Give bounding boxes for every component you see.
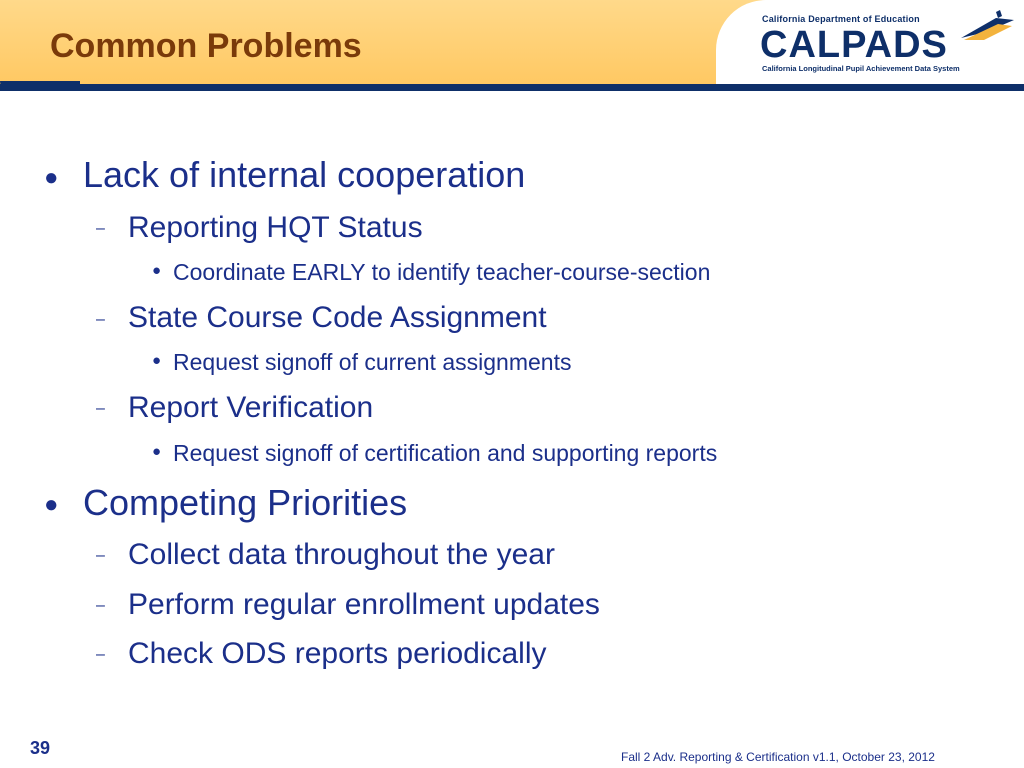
logo-name: CALPADS	[760, 24, 948, 66]
logo-tagline: California Longitudinal Pupil Achievement Data System	[762, 64, 960, 73]
bullet-marker: ●	[152, 352, 162, 369]
bullet-marker: ●	[152, 262, 162, 279]
bullet-lack-of-internal-cooperation: Lack of internal cooperation	[83, 154, 526, 195]
sub-bullet-state-course-code-assignment: State Course Code Assignment	[128, 301, 547, 334]
page-number: 39	[30, 738, 51, 758]
bullet-marker: ●	[44, 491, 59, 518]
bullet-marker: ●	[44, 164, 59, 191]
sub-bullet-reporting-hqt-status: Reporting HQT Status	[128, 211, 423, 244]
dash-marker: –	[96, 220, 105, 237]
sub-sub-bullet-coordinate-early: Coordinate EARLY to identify teacher-course-section	[173, 259, 711, 285]
sub-bullet-report-verification: Report Verification	[128, 391, 374, 424]
footer-text: Fall 2 Adv. Reporting & Certification v1.1, October 23, 2012	[621, 750, 935, 764]
dash-marker: –	[96, 597, 105, 614]
bullet-marker: ●	[152, 443, 162, 460]
sub-bullet-collect-data: Collect data throughout the year	[128, 538, 555, 571]
slide-title: Common Problems	[50, 27, 362, 65]
sub-sub-bullet-request-signoff-certification: Request signoff of certification and supporting reports	[173, 440, 718, 466]
sub-sub-bullet-request-signoff-assignments: Request signoff of current assignments	[173, 349, 572, 375]
dash-marker: –	[96, 311, 105, 328]
dash-marker: –	[96, 547, 105, 564]
dash-marker: –	[96, 400, 105, 417]
sub-bullet-perform-enrollment-updates: Perform regular enrollment updates	[128, 588, 600, 621]
bullet-competing-priorities: Competing Priorities	[83, 482, 408, 523]
logo-department: California Department of Education	[762, 14, 920, 24]
dash-marker: –	[96, 646, 105, 663]
sub-bullet-check-ods-reports: Check ODS reports periodically	[128, 637, 547, 670]
